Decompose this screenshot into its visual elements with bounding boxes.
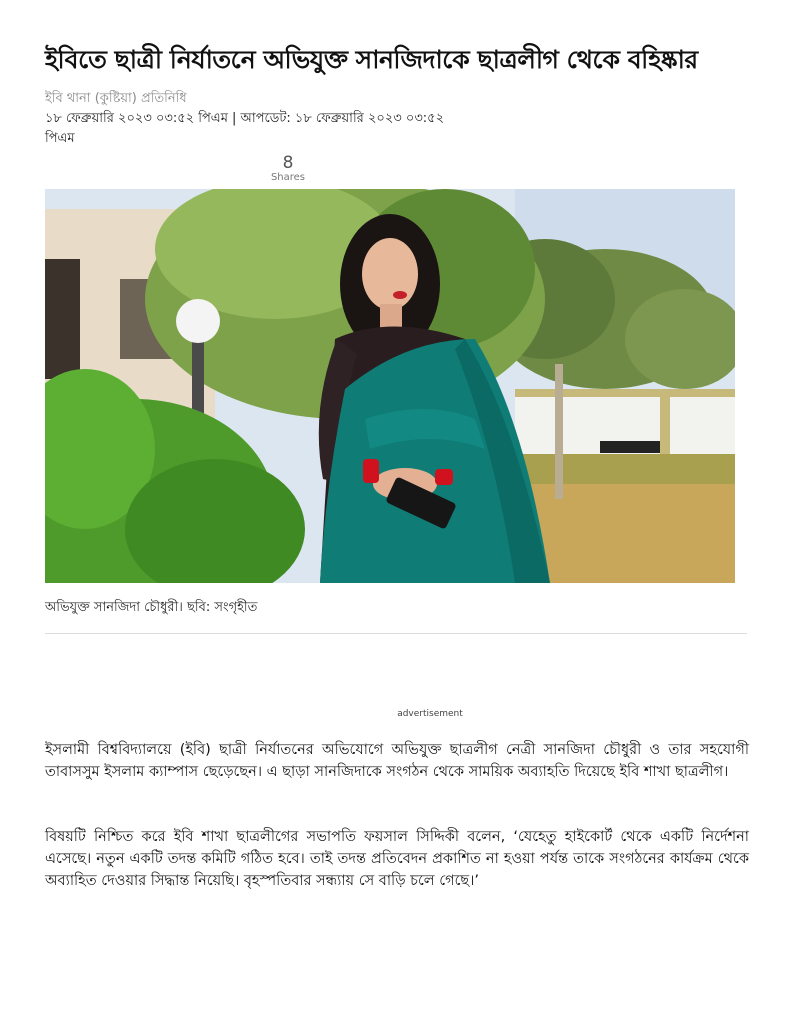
shares-label: Shares <box>270 172 306 183</box>
advertisement-label: advertisement <box>397 709 463 719</box>
headline: ইবিতে ছাত্রী নির্যাতনে অভিযুক্ত সানজিদাকে ছাত্রলীগ থেকে বহিষ্কার <box>45 45 698 74</box>
photo-caption: অভিযুক্ত সানজিদা চৌধুরী। ছবি: সংগৃহীত <box>45 600 258 615</box>
photo-illustration <box>45 189 735 583</box>
article-paragraph-1: ইসলামী বিশ্ববিদ্যালয়ে (ইবি) ছাত্রী নির্যাতনের অভিযোগে অভিযুক্ত ছাত্রলীগ নেত্রী সানজিদা চৌধুরী ও তার সহযোগী তাবাসসুম ইসলাম ক্যাম্পাস ছেড়েছেন। এ ছাড়া সানজিদাকে সংগঠন থেকে সাময়িক অব্যাহতি দিয়েছে ইবি শাখা ছাত্রলীগ। <box>45 742 749 780</box>
shares-count: 8 <box>282 153 294 173</box>
divider <box>45 633 747 634</box>
article-paragraph-2: বিষয়টি নিশ্চিত করে ইবি শাখা ছাত্রলীগের সভাপতি ফয়সাল সিদ্দিকী বলেন, ‘যেহেতু হাইকোর্ট থেকে একটি নির্দেশনা এসেছে। নতুন একটি তদন্ত কমিটি গঠিত হবে। তাই তদন্ত প্রতিবেদন প্রকাশিত না হওয়া পর্যন্ত তাকে সংগঠনের কার্যক্রম থেকে অব্যাহিত দেওয়ার সিদ্ধান্ত নিয়েছি। বৃহস্পতিবার সন্ধ্যায় সে বাড়ি চলে গেছে।’ <box>45 829 749 889</box>
article-photo[interactable] <box>45 189 735 583</box>
byline[interactable]: ইবি থানা (কুষ্টিয়া) প্রতিনিধি <box>45 91 187 106</box>
publish-dates: ১৮ ফেব্রুয়ারি ২০২৩ ০৩:৫২ পিএম | আপডেট: ১৮ ফেব্রুয়ারি ২০২৩ ০৩:৫২ পিএম <box>45 111 445 146</box>
share-counter[interactable] <box>263 154 313 184</box>
